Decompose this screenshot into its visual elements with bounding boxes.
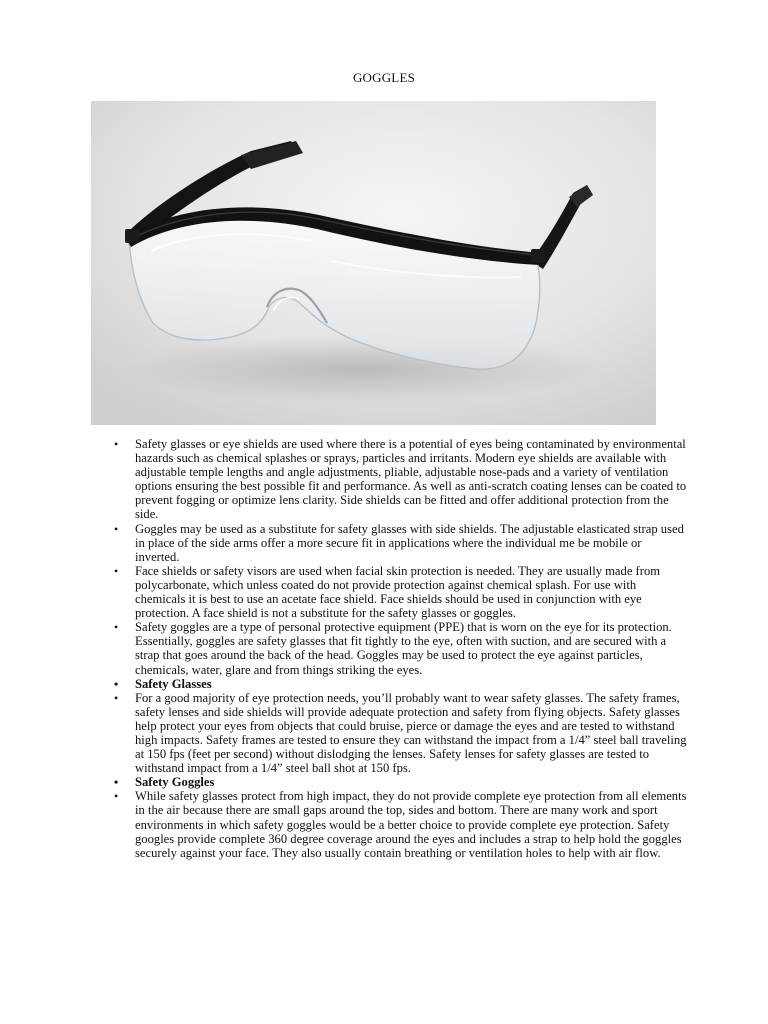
bullet-item: • Face shields or safety visors are used when facial skin protection is needed. They are usually made from polycarbonate, which unless coated do not provide protection against chemical splash. For use with chemicals it is best to use an acetate face shield. Face shields should be used in conjunction with eye protection. A face shield is not a substitute for the safety glasses or goggles. <box>114 564 689 620</box>
safety-glasses-photo <box>91 101 656 425</box>
bullet-item: • Safety glasses or eye shields are used where there is a potential of eyes being contaminated by environmental hazards such as chemical splashes or sprays, particles and irritants. Modern eye shields are available with adjustable temple lengths and angle adjustments, pliable, adjustable nose-pads and a variety of ventilation options ensuring the best possible fit and performance. As well as anti-scratch coating lenses can be coated to prevent fogging or optimize lens clarity. Side shields can be fitted and offer additional protection from the side. <box>114 437 689 522</box>
bullet-item: • Goggles may be used as a substitute for safety glasses with side shields. The adjustable elasticated strap used in place of the side arms offer a more secure fit in applications where the individual me be mobile or inverted. <box>114 522 689 564</box>
page-title: GOGGLES <box>352 70 416 85</box>
bullet-item: • Safety goggles are a type of personal protective equipment (PPE) that is worn on the eye for its protection. Essentially, goggles are safety glasses that fit tightly to the eye, often with suction, and are secured with a strap that goes around the back of the head. Goggles may be used to protect the eye against particles, chemicals, water, glare and from things striking the eyes. <box>114 620 689 676</box>
bullet-list <box>114 437 689 860</box>
safety-glasses-icon <box>91 101 656 425</box>
bullet-item: • For a good majority of eye protection needs, you’ll probably want to wear safety glasses. The safety frames, safety lenses and side shields will provide adequate protection and safety from flying objects. Safety glasses help protect your eyes from objects that could bruise, pierce or damage the eyes and are tested to withstand high impacts. Safety frames are tested to ensure they can withstand the impact from a 1/4” steel ball traveling at 150 fps (feet per second) without dislodging the lenses. Safety lenses for safety glasses are tested to withstand impact from a 1/4” steel ball shot at 150 fps. <box>114 691 689 776</box>
bullet-item: • While safety glasses protect from high impact, they do not provide complete eye protection from all elements in the air because there are small gaps around the top, sides and bottom. There are many work and sport environments in which safety goggles would be a better choice to provide complete eye protection. Safety googles provide complete 360 degree coverage around the eyes and includes a strap to help hold the goggles securely against your face. They also usually contain breathing or ventilation holes to help with air flow. <box>114 789 689 859</box>
section-heading: • Safety Glasses <box>114 677 689 691</box>
document-body <box>114 437 689 860</box>
section-heading: • Safety Goggles <box>114 775 689 789</box>
